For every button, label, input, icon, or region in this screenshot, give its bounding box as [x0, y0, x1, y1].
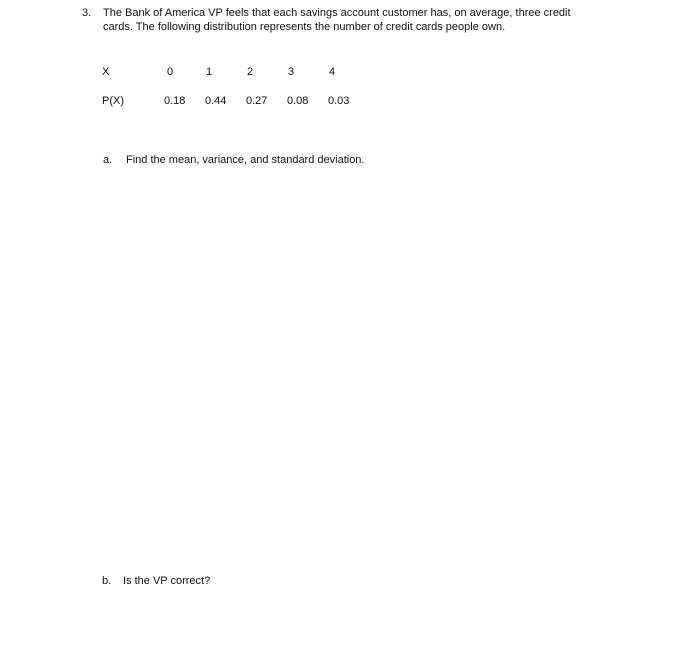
x-value: 1 — [206, 66, 213, 78]
part-b-label: b. — [102, 575, 112, 587]
part-a-text: Find the mean, variance, and standard deviation. — [126, 154, 365, 166]
probability-value: 0.27 — [246, 95, 268, 107]
part-a-label: a. — [103, 154, 113, 166]
probability-value: 0.44 — [205, 95, 227, 107]
row-label-x: X — [102, 66, 110, 78]
probability-value: 0.18 — [164, 95, 186, 107]
x-value: 4 — [329, 66, 336, 78]
x-value: 0 — [167, 66, 174, 78]
row-label-px: P(X) — [102, 95, 124, 107]
question-text-line-2: cards. The following distribution represents the number of credit cards people own. — [103, 21, 506, 33]
probability-value: 0.03 — [328, 95, 350, 107]
x-value: 3 — [288, 66, 295, 78]
x-value: 2 — [247, 66, 254, 78]
question-text-line-1: The Bank of America VP feels that each savings account customer has, on average, three credit — [103, 7, 571, 19]
question-number: 3. — [82, 7, 92, 19]
part-b-text: Is the VP correct? — [123, 575, 211, 587]
probability-value: 0.08 — [287, 95, 309, 107]
